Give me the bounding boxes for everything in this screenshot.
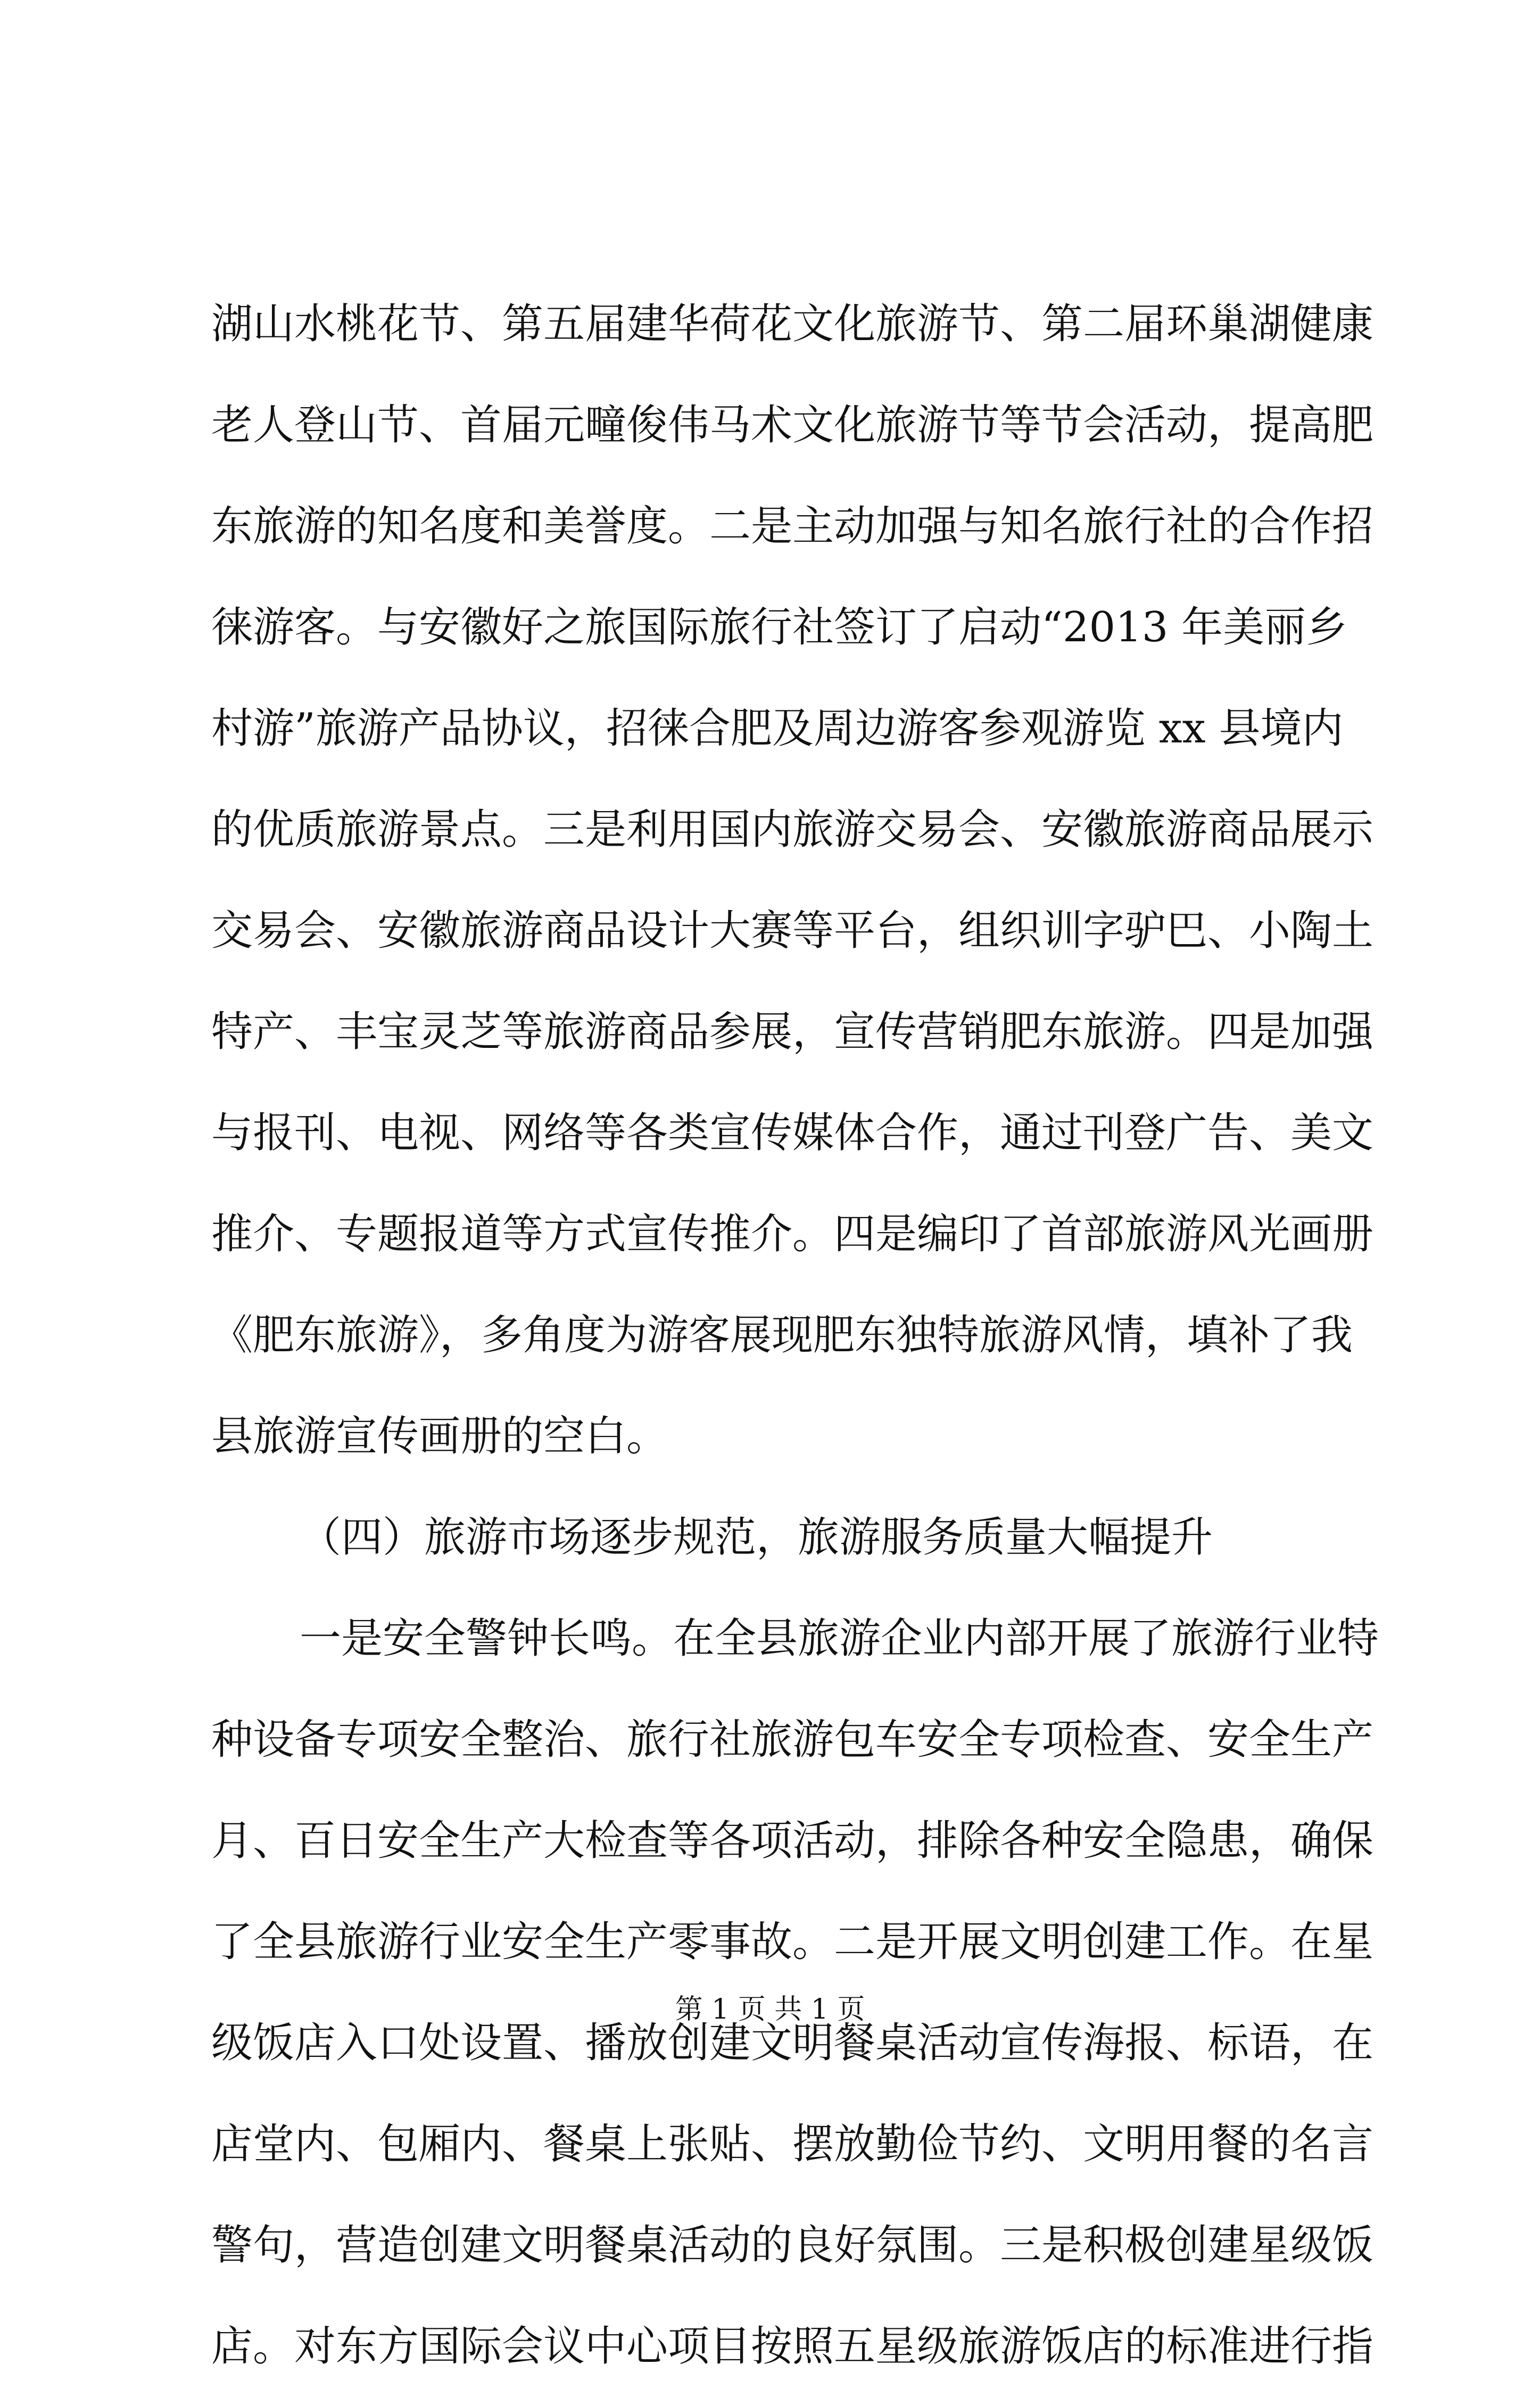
text-line: 《肥东旅游》，多角度为游客展现肥东独特旅游风情，填补了我: [211, 1311, 1353, 1359]
text-line: 店。对东方国际会议中心项目按照五星级旅游饭店的标准进行指: [211, 2322, 1374, 2370]
text-line: 老人登山节、首届元疃俊伟马术文化旅游节等节会活动，提高肥: [211, 401, 1374, 449]
text-line: 县旅游宣传画册的空白。: [211, 1412, 668, 1460]
text-line: 徕游客。与安徽好之旅国际旅行社签订了启动“2013 年美丽乡: [211, 604, 1348, 651]
text-line: 月、百日安全生产大检查等各项活动，排除各种安全隐患，确保: [211, 1817, 1374, 1865]
text-line: 特产、丰宝灵芝等旅游商品参展，宣传营销肥东旅游。四是加强: [211, 1008, 1374, 1056]
text-line: 与报刊、电视、网络等各类宣传媒体合作，通过刊登广告、美文: [211, 1109, 1374, 1157]
text-line: 种设备专项安全整治、旅行社旅游包车安全专项检查、安全生产: [211, 1716, 1374, 1764]
text-line: 湖山水桃花节、第五届建华荷花文化旅游节、第二届环巢湖健康: [211, 300, 1374, 348]
page-footer: [0, 1988, 1540, 2031]
text-line: 推介、专题报道等方式宣传推介。四是编印了首部旅游风光画册: [211, 1210, 1374, 1258]
text-line: 了全县旅游行业安全生产零事故。二是开展文明创建工作。在星: [211, 1918, 1374, 1966]
text-line: 警句，营造创建文明餐桌活动的良好氛围。三是积极创建星级饭: [211, 2221, 1374, 2269]
page-number-label: 第 1 页 共 1 页: [675, 1994, 865, 2026]
text-line: 村游”旅游产品协议，招徕合肥及周边游客参观游览 xx 县境内: [211, 705, 1344, 753]
text-line: 级饭店入口处设置、播放创建文明餐桌活动宣传海报、标语，在: [211, 2019, 1374, 2067]
text-line: 交易会、安徽旅游商品设计大赛等平台，组织训字驴巴、小陶土: [211, 907, 1374, 955]
section-heading: （四）旅游市场逐步规范，旅游服务质量大幅提升: [300, 1514, 1213, 1561]
text-line: 店堂内、包厢内、餐桌上张贴、摆放勤俭节约、文明用餐的名言: [211, 2120, 1374, 2168]
document-body: [211, 274, 1379, 2397]
text-line: 东旅游的知名度和美誉度。二是主动加强与知名旅行社的合作招: [211, 502, 1374, 550]
text-line: 一是安全警钟长鸣。在全县旅游企业内部开展了旅游行业特: [300, 1615, 1379, 1663]
text-line: 的优质旅游景点。三是利用国内旅游交易会、安徽旅游商品展示: [211, 806, 1374, 854]
